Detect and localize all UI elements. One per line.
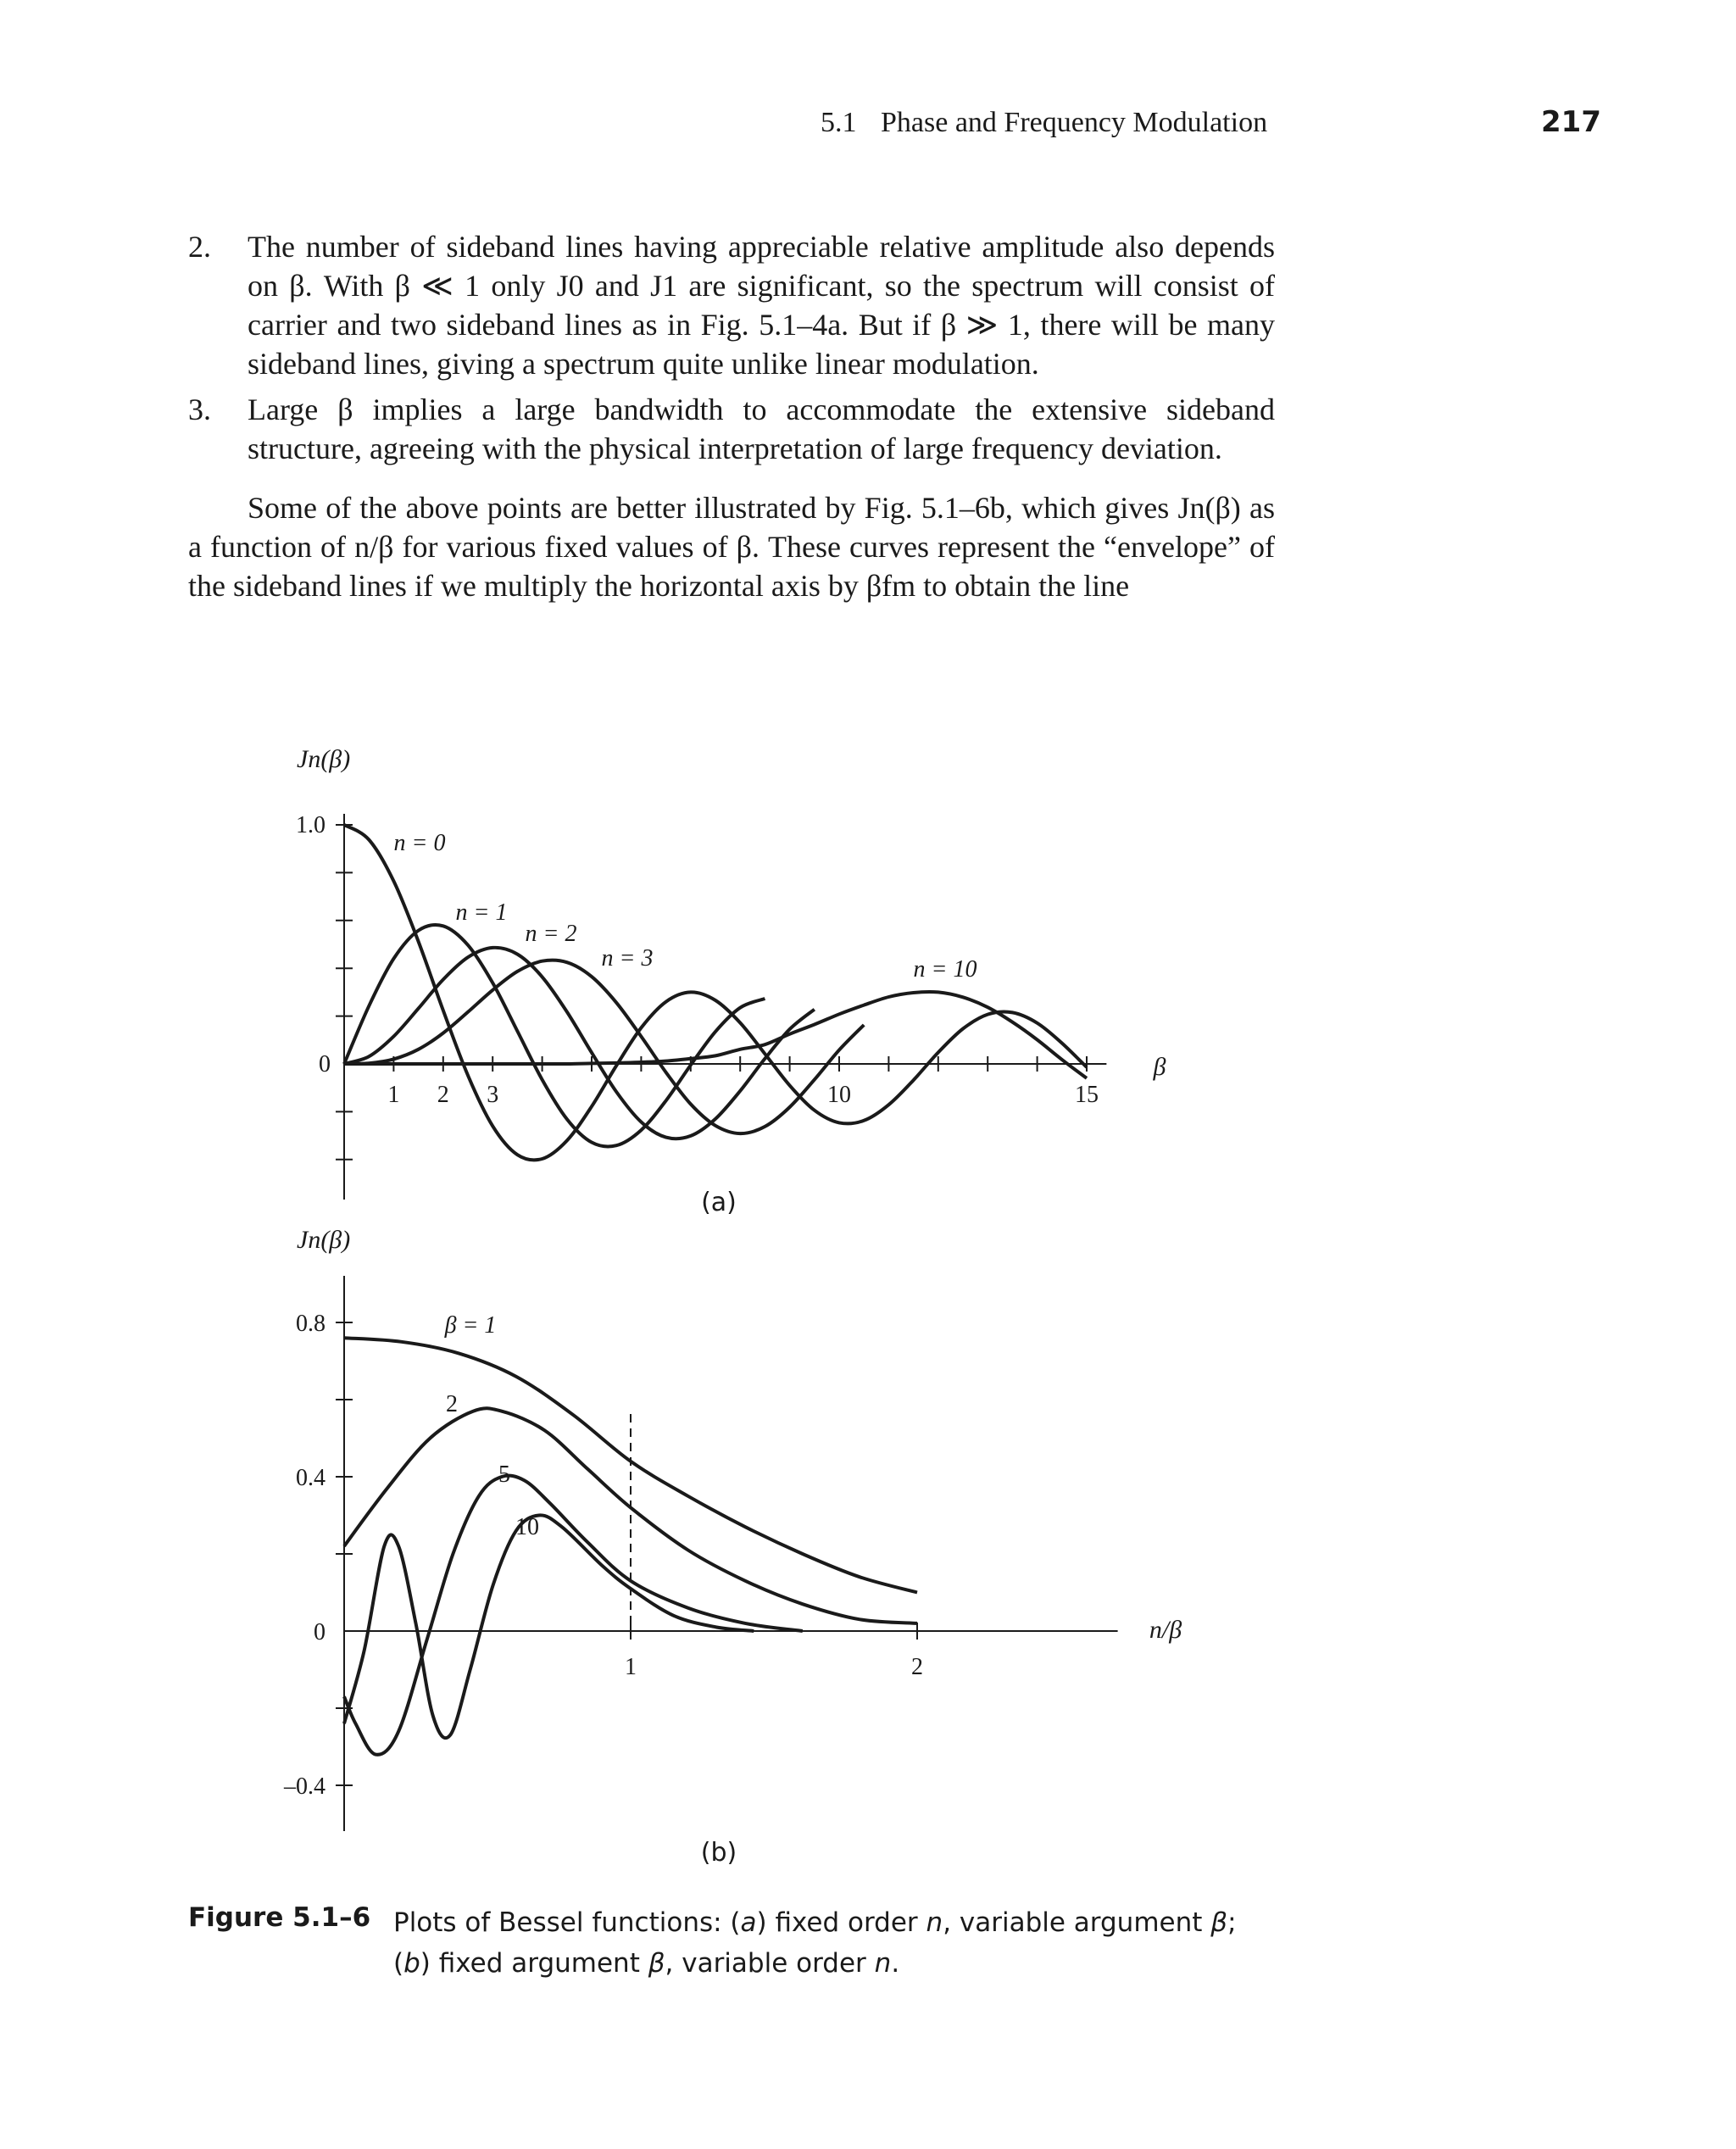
y-axis-label: Jn(β) bbox=[297, 745, 351, 773]
y-tick-label: 0.8 bbox=[296, 1311, 326, 1337]
x-axis-label: n/β bbox=[1149, 1616, 1182, 1644]
curve-beta-3 bbox=[344, 1515, 754, 1738]
panel-a bbox=[296, 745, 1166, 1217]
list-item-body: The number of sideband lines having appreciable relative amplitude also depends on β. With β ≪ 1 only J0 and J1 are significant, so the spectrum will consist of carrier and two sideband lines as in Fig. 5.1–4a. But if β ≫ 1, there will be many sideband lines, giving a spectrum quite unlike linear modulation. bbox=[248, 230, 1275, 381]
x-tick-label: 1 bbox=[625, 1654, 637, 1680]
curve-n3 bbox=[344, 960, 864, 1134]
x-tick-label: 2 bbox=[437, 1082, 449, 1108]
body-paragraph: Some of the above points are better illustrated by Fig. 5.1–6b, which gives Jn(β) as a function of n/β for various fixed values of β. These curves represent the “envelope” of the sideband lines if we multiply the horizontal axis by βfm to obtain the line bbox=[188, 491, 1275, 603]
curve-n4 bbox=[344, 992, 1087, 1078]
y-tick-label: 0 bbox=[314, 1619, 326, 1645]
curve-label: β = 1 bbox=[444, 1312, 497, 1339]
curve-label: n = 10 bbox=[913, 956, 977, 983]
curve-label: 10 bbox=[515, 1514, 539, 1540]
curve-n2 bbox=[344, 948, 815, 1139]
panel-sublabel: (b) bbox=[700, 1838, 737, 1868]
section-title: Phase and Frequency Modulation bbox=[881, 107, 1268, 138]
list-item-body: Large β implies a large bandwidth to accommodate the extensive sideband structure, agreeing with the physical interpretation of large frequency deviation. bbox=[248, 392, 1275, 465]
page-number: 217 bbox=[1541, 105, 1601, 139]
list-number: 2. bbox=[188, 230, 211, 264]
curve-label: 5 bbox=[498, 1461, 510, 1488]
x-tick-label: 15 bbox=[1075, 1082, 1099, 1108]
figure-label: Figure 5.1–6 bbox=[188, 1902, 371, 1933]
x-tick-label: 2 bbox=[911, 1654, 923, 1680]
x-tick-label: 10 bbox=[827, 1082, 851, 1108]
y-axis-label: Jn(β) bbox=[297, 1226, 351, 1254]
figure-caption: Plots of Bessel functions: (a) fixed order n, variable argument β; (b) fixed argument β, variable order n. bbox=[393, 1907, 1237, 1979]
curve-label: 2 bbox=[446, 1391, 458, 1417]
curve-label: n = 2 bbox=[525, 921, 577, 947]
x-axis-label: β bbox=[1153, 1053, 1166, 1081]
panel-sublabel: (a) bbox=[701, 1188, 737, 1217]
section-number: 5.1 bbox=[821, 107, 857, 138]
y-tick-label: 0.4 bbox=[296, 1465, 326, 1491]
list-number: 3. bbox=[188, 392, 211, 426]
panel-b bbox=[283, 1226, 1182, 1868]
curve-label: n = 3 bbox=[601, 945, 654, 972]
x-tick-label: 1 bbox=[387, 1082, 400, 1108]
curve-n0 bbox=[344, 825, 1087, 1160]
y-tick-label: 0 bbox=[319, 1051, 331, 1077]
curve-label: n = 1 bbox=[455, 899, 508, 926]
y-tick-label: –0.4 bbox=[284, 1773, 326, 1800]
y-tick-label: 1.0 bbox=[296, 812, 326, 838]
curve-label: n = 0 bbox=[393, 830, 446, 856]
x-tick-label: 3 bbox=[487, 1082, 499, 1108]
